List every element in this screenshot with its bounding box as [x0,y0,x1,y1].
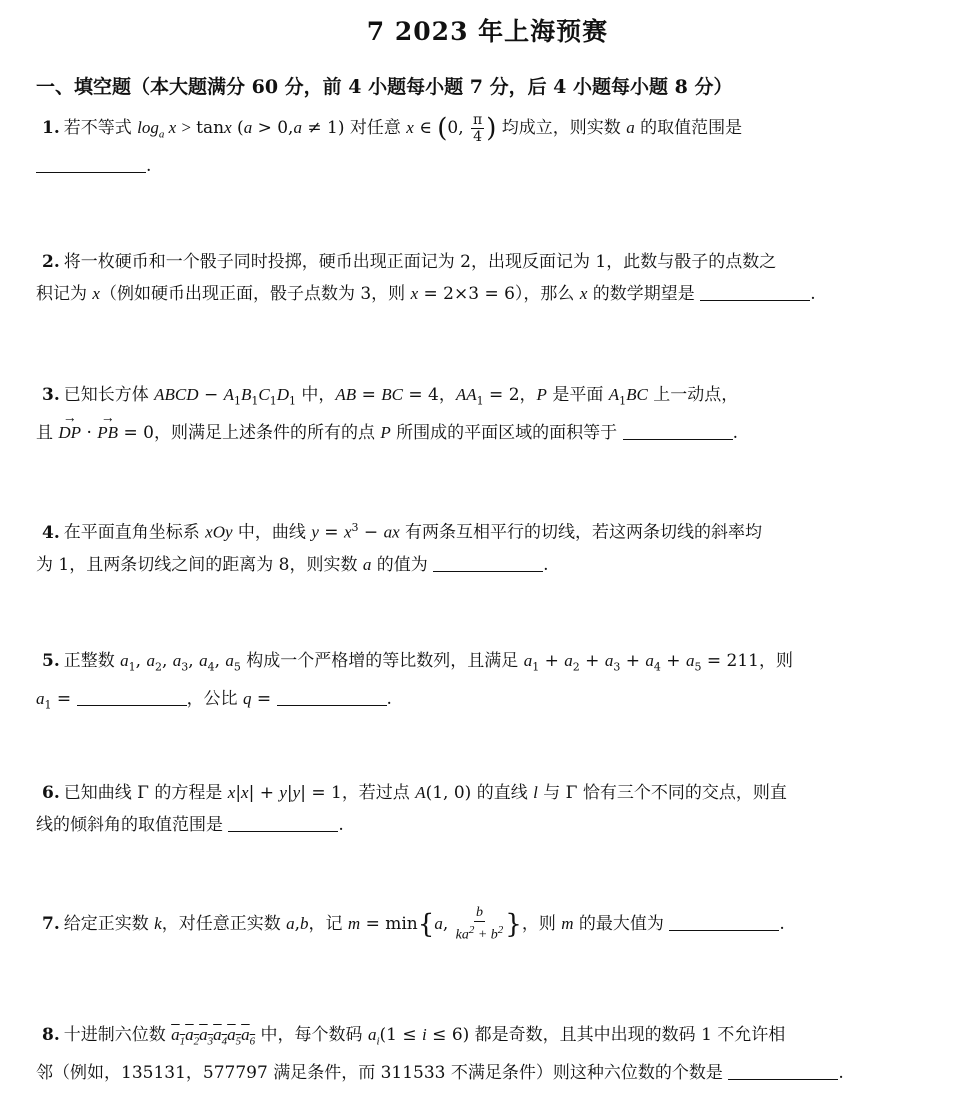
problem-3: 3. 已知长方体 ABCD − $A_1B_1C_1D_1$ 中，AB = BC = 4，$AA_1 = 2$，P 是平面 $A_1BC$ 上一动点， 且 → DP · → PB = 0，则满足上述条件的所有的点 P 所围成的平面区域的面积等于 . [36,379,941,449]
problem-1: 1. 若不等式 $\log_a x > \tan x$ (a > 0,a ≠ 1) 对任意 x ∈ (0, $\frac{\pi}{4}$ ) 均成立，则实数 a 的取值范围是 . [36,112,941,182]
problem-8: 8. 十进制六位数 $a_1a_2a_3a_4a_5a_6$ 中，每个数码 $a_i(1 \le i \le 6)$ 都是奇数，且其中出现的数码 1 不允许相 邻（例如，135131，577797 满足条件，而 311533 不满足条件）则这种六位数的个数是 . [36,1025,844,1084]
problem-6: 6. 已知曲线 Γ 的方程是 x|x| + y|y| = 1，若过点 A(1, 0) 的直线 l 与 Γ 恰有三个不同的交点，则直 线的倾斜角的取值范围是 . [36,783,787,835]
fraction: $\frac{\pi}{4}$ [473,112,483,145]
answer-blank [228,813,338,832]
problem-4: 4. 在平面直角坐标系 xOy 中，曲线 $y = x^3$ − ax 有两条互相平行的切线，若这两条切线的斜率均 为 1，且两条切线之间的距离为 8，则实数 a 的值为 . [36,521,763,575]
math-expr: $\log_a x$ > [137,118,197,141]
problem-number: 8. [42,1025,60,1045]
problem-2: 2. 将一枚硬币和一个骰子同时投掷，硬币出现正面记为 2，出现反面记为 1，此数与骰子的点数之 积记为 x（例如硬币出现正面，骰子点数为 3，则 x = 2×3 = 6），那么 x 的数学期望是 . [36,252,816,304]
problem-number: 3. [42,385,60,405]
problem-number: 2. [42,252,60,272]
problem-number: 7. [42,913,60,934]
answer-blank [669,912,779,931]
fraction: $\frac{b}{ka^2 + b^2}$ [455,905,504,943]
problem-number: 4. [42,522,60,543]
problem-5: 5. 正整数 $a_1$, $a_2$, $a_3$, $a_4$, $a_5$ 构成一个严格增的等比数列，且满足 $a_1 + a_2 + a_3 + a_4 + a_5 = 211$，则 $a_1$ = ，公比 q = . [36,651,793,712]
answer-blank [623,421,733,440]
answer-blank [277,687,387,706]
problem-number: 5. [42,651,60,671]
answer-blank [700,282,810,301]
problem-7: 7. 给定正实数 k，对任意正实数 a,b，记 m = min{a, $\frac{b}{ka^2 + b^2}$ }，则 m 的最大值为 . [42,905,785,943]
answer-blank [728,1061,838,1080]
page-title: 7 2023 年上海预赛 [366,17,609,46]
answer-blank [77,687,187,706]
answer-blank [36,154,146,173]
section-heading: 一、填空题（本大题满分 60 分，前 4 小题每小题 7 分，后 4 小题每小题 8 分） [36,76,733,98]
answer-blank [433,553,543,572]
problem-number: 1. [42,118,60,138]
problem-number: 6. [42,783,60,803]
